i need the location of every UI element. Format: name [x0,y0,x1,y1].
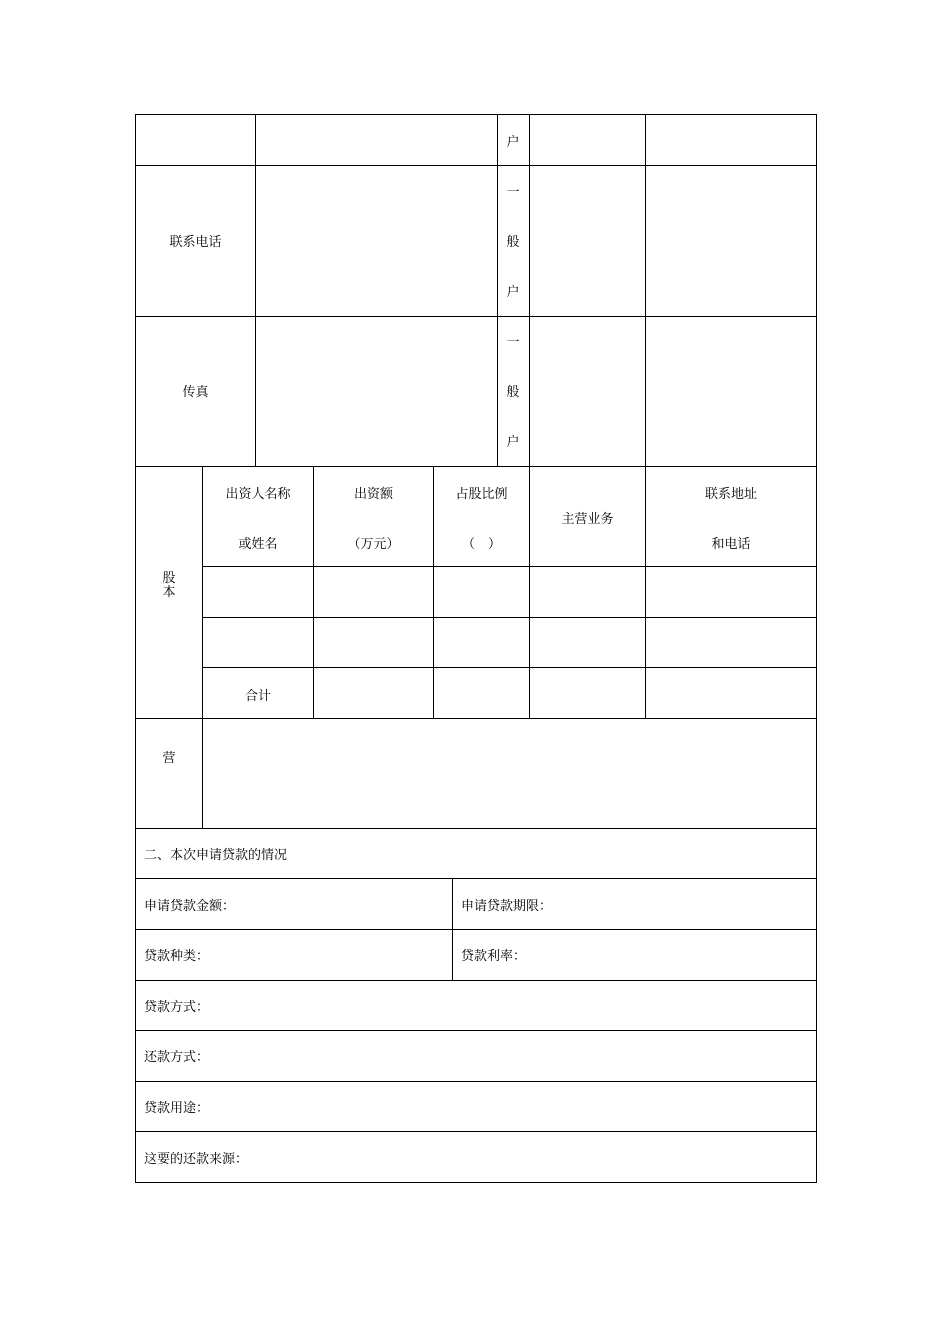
table-border-right [816,114,817,1183]
investor-name-header: 出资人名称 [225,487,291,502]
loan-amount-label: 申请贷款金额： [144,899,236,914]
amount-header-2: （万元） [347,537,400,552]
column-divider [255,114,256,466]
operations-label: 营 [162,751,176,766]
column-divider [452,878,453,980]
loan-term-label: 申请贷款期限： [461,899,553,914]
equity-section-label-1: 股 [162,571,176,586]
column-divider [645,114,646,718]
account-type-hu: 户 [506,135,520,150]
row-divider [202,566,817,567]
row-divider [135,718,817,719]
row-divider [202,667,817,668]
general-account-char-3: 户 [506,285,520,300]
contact-address-header: 联系地址 [704,487,757,502]
fax-label: 传真 [182,385,209,400]
row-divider [135,980,817,981]
row-divider [135,316,817,317]
row-divider [135,878,817,879]
row-divider [135,929,817,930]
row-divider [135,828,817,829]
table-border-left [135,114,136,1183]
column-divider [529,114,530,718]
contact-phone-label: 联系电话 [169,235,222,250]
main-business-header: 主营业务 [561,512,614,527]
loan-type-label: 贷款种类： [144,949,210,964]
table-border-bottom [135,1182,817,1183]
general-account-char-3: 户 [506,435,520,450]
general-account-char-2: 般 [506,385,520,400]
loan-rate-label: 贷款利率： [461,949,527,964]
loan-method-label: 贷款方式： [144,1000,210,1015]
row-divider [135,1131,817,1132]
loan-purpose-label: 贷款用途： [144,1101,210,1116]
row-divider [135,466,817,467]
amount-header: 出资额 [353,487,393,502]
loan-section-title: 二、本次申请贷款的情况 [144,848,288,863]
general-account-char-2: 般 [506,235,520,250]
row-divider [202,617,817,618]
total-label: 合计 [244,689,271,704]
column-divider [202,466,203,828]
investor-name-header-2: 或姓名 [238,537,278,552]
row-divider [135,1030,817,1031]
share-ratio-header-2: （ ） [461,537,501,552]
row-divider [135,165,817,166]
general-account-char-1: 一 [506,185,520,200]
share-ratio-header: 占股比例 [455,487,508,502]
general-account-char-1: 一 [506,335,520,350]
repayment-source-label: 这要的还款来源： [144,1152,249,1167]
row-divider [135,1081,817,1082]
repayment-method-label: 还款方式： [144,1050,210,1065]
equity-section-label-2: 本 [162,585,176,600]
contact-address-header-2: 和电话 [711,537,751,552]
table-border-top [135,114,817,115]
